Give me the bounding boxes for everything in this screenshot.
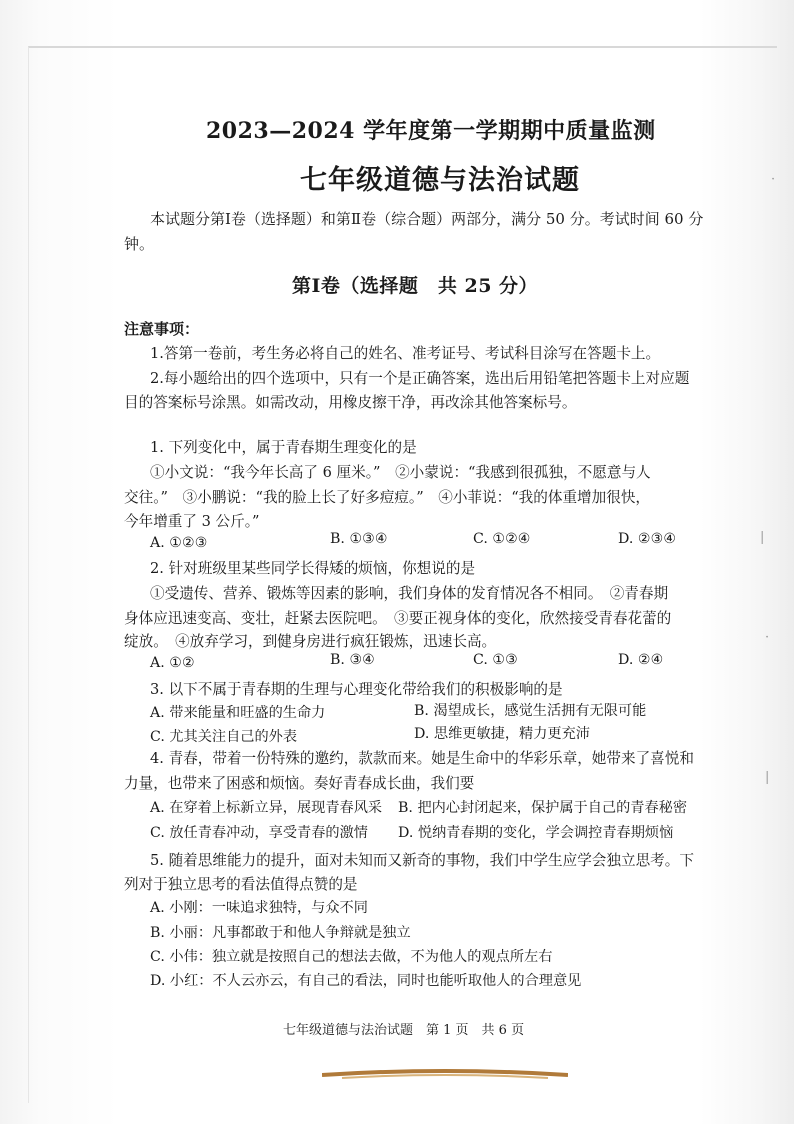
q1-body-2: 交往。” ③小鹏说：“我的脸上长了好多痘痘。” ④小菲说：“我的体重增加很快，: [124, 489, 651, 506]
q4-stem-1: 4. 青春，带着一份特殊的邀约，款款而来。她是生命中的华彩乐章，她带来了喜悦和: [150, 750, 694, 767]
q1-body-3: 今年增重了 3 公斤。”: [124, 513, 260, 530]
q5-stem-1: 5. 随着思维能力的提升，面对未知而又新奇的事物，我们中学生应学会独立思考。下: [150, 852, 694, 869]
q4-option-b: B. 把内心封闭起来，保护属于自己的青春秘密: [398, 800, 688, 816]
page-footer: 七年级道德与法治试题 第 1 页 共 6 页: [283, 1023, 525, 1038]
q4-option-a: A. 在穿着上标新立异，展现青春风采: [150, 800, 383, 816]
q2-body-1: ①受遗传、营养、锻炼等因素的影响，我们身体的发育情况各不相同。 ②青春期: [150, 585, 669, 602]
intro-line-1: 本试题分第Ⅰ卷（选择题）和第Ⅱ卷（综合题）两部分，满分 50 分。考试时间 60 分: [150, 210, 704, 228]
q1-option-c: C. ①②④: [473, 531, 531, 547]
q2-option-c: C. ①③: [473, 652, 518, 668]
q2-option-a: A. ①②: [150, 655, 195, 671]
year-title: 2023—2024 学年度第一学期期中质量监测: [206, 118, 656, 144]
q2-body-3: 绽放。 ④放弃学习，到健身房进行疯狂锻炼，迅速长高。: [124, 633, 497, 650]
exam-title: 七年级道德与法治试题: [300, 165, 580, 196]
edge-mark: ·: [765, 630, 770, 645]
q2-body-2: 身体应迅速变高、变壮，赶紧去医院吧。 ③要正视身体的变化，欣然接受青春花蕾的: [124, 610, 672, 627]
q5-option-c: C. 小伟：独立就是按照自己的想法去做，不为他人的观点所左右: [150, 949, 553, 965]
intro-line-2: 钟。: [124, 235, 155, 253]
notice-item-1: 1.答第一卷前，考生务必将自己的姓名、准考证号、考试科目涂写在答题卡上。: [150, 345, 661, 362]
q1-stem: 1. 下列变化中，属于青春期生理变化的是: [150, 439, 417, 456]
q2-option-b: B. ③④: [330, 652, 375, 668]
q1-option-b: B. ①③④: [330, 531, 388, 547]
q3-option-a: A. 带来能量和旺盛的生命力: [150, 705, 326, 721]
q4-stem-2: 力量，也带来了困惑和烦恼。奏好青春成长曲，我们要: [124, 775, 475, 792]
q1-body-1: ①小文说：“我今年长高了 6 厘米。” ②小蒙说：“我感到很孤独，不愿意与人: [150, 464, 651, 481]
q2-stem: 2. 针对班级里某些同学长得矮的烦恼，你想说的是: [150, 560, 476, 577]
section-title: 第Ⅰ卷（选择题 共 25 分）: [292, 275, 539, 297]
edge-mark: |: [765, 770, 770, 785]
notice-item-2-line-1: 2.每小题给出的四个选项中，只有一个是正确答案，选出后用铅笔把答题卡上对应题: [150, 370, 690, 387]
q5-stem-2: 列对于独立思考的看法值得点赞的是: [124, 876, 358, 893]
q4-option-d: D. 悦纳青春期的变化，学会调控青春期烦恼: [398, 825, 674, 841]
q1-option-a: A. ①②③: [150, 535, 208, 551]
q4-option-c: C. 放任青春冲动，享受青春的激情: [150, 825, 368, 841]
notice-item-2-line-2: 目的答案标号涂黑。如需改动，用橡皮擦干净，再改涂其他答案标号。: [124, 394, 577, 411]
q3-option-b: B. 渴望成长，感觉生活拥有无限可能: [414, 703, 647, 719]
q5-option-d: D. 小红：不人云亦云，有自己的看法，同时也能听取他人的合理意见: [150, 973, 582, 989]
q5-option-a: A. 小刚：一味追求独特，与众不同: [150, 900, 368, 916]
q2-option-d: D. ②④: [618, 652, 664, 668]
notice-heading: 注意事项：: [124, 320, 200, 338]
edge-mark: |: [760, 530, 765, 545]
edge-mark: ·: [771, 172, 776, 187]
binding-edge: [322, 1065, 568, 1083]
q1-option-d: D. ②③④: [618, 531, 677, 547]
q3-stem: 3. 以下不属于青春期的生理与心理变化带给我们的积极影响的是: [150, 681, 563, 698]
q5-option-b: B. 小丽：凡事都敢于和他人争辩就是独立: [150, 925, 411, 941]
q3-option-d: D. 思维更敏捷，精力更充沛: [414, 726, 590, 742]
q3-option-c: C. 尤其关注自己的外表: [150, 729, 298, 745]
